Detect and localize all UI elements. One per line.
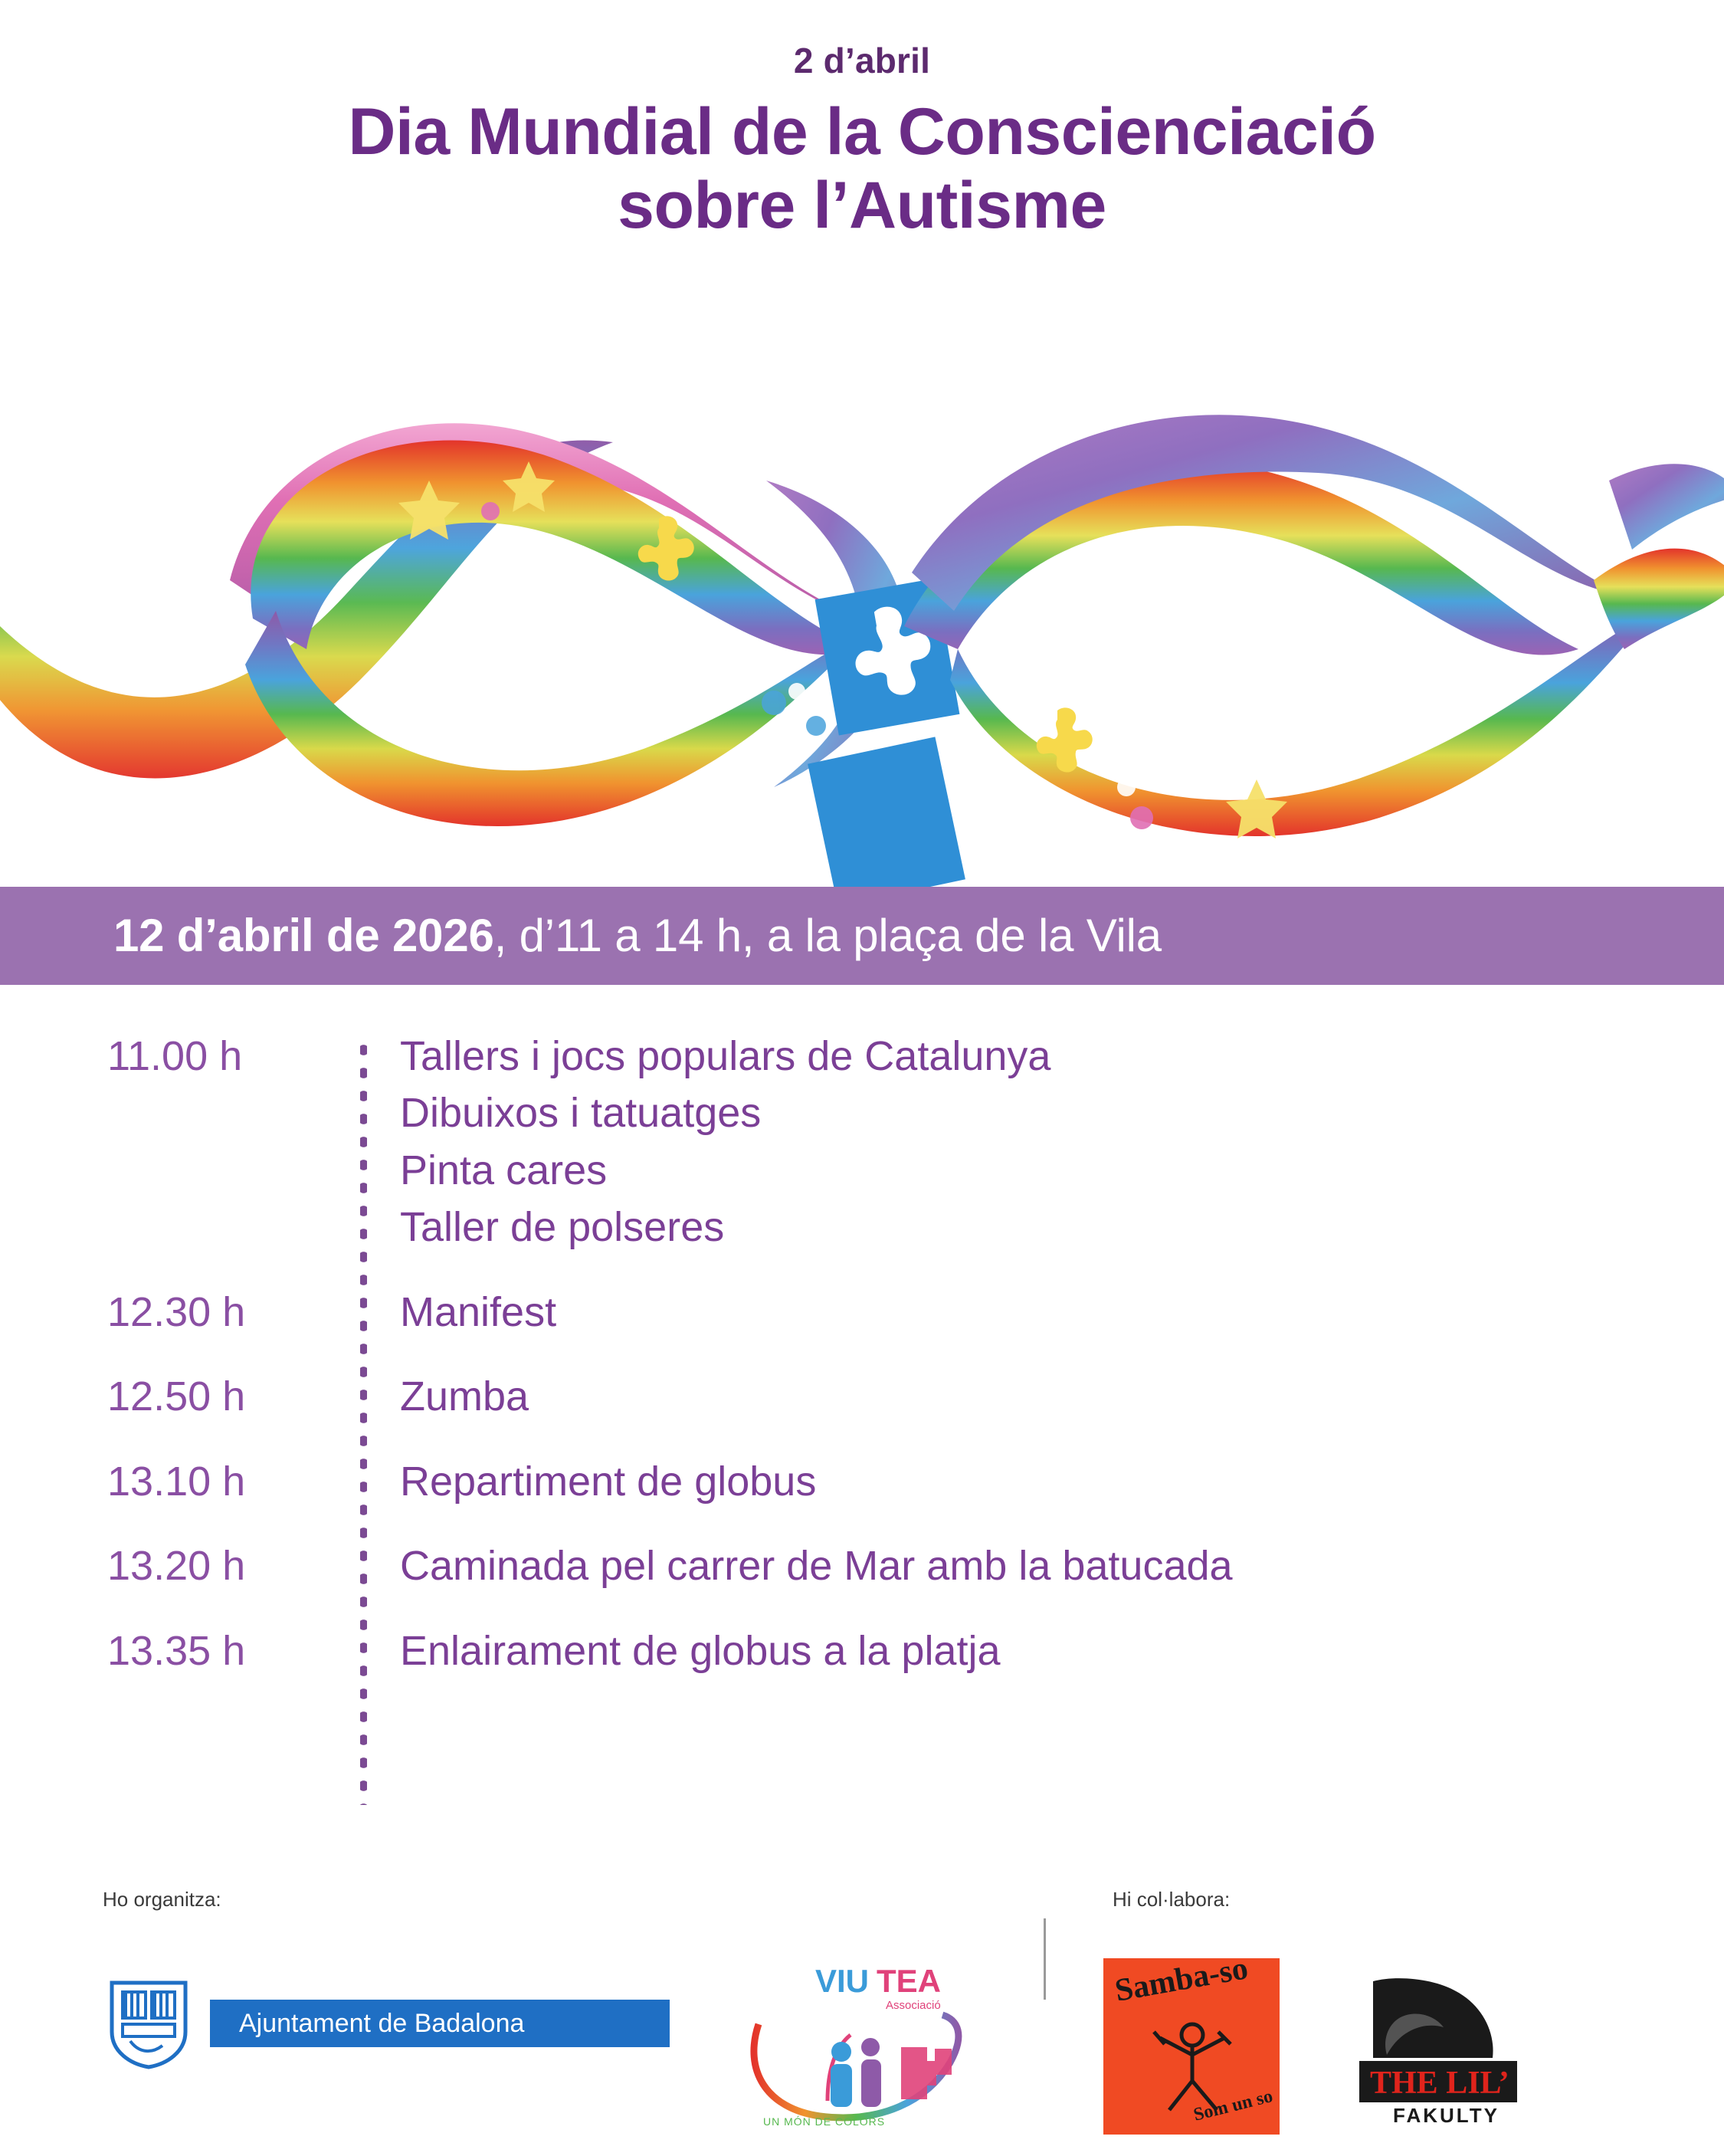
- page-title: [0, 95, 1724, 243]
- page-title-line-2: sobre l’Autisme: [618, 169, 1106, 243]
- schedule-activities: [400, 1284, 556, 1341]
- schedule-time: 13.10 h: [107, 1458, 246, 1505]
- schedule-activity: Zumba: [400, 1373, 529, 1420]
- schedule-activity: Manifest: [400, 1288, 557, 1335]
- svg-text:THE LIL’: THE LIL’: [1370, 2066, 1509, 2101]
- schedule-row: [107, 1368, 1724, 1426]
- svg-text:UN MÓN DE COLORS: UN MÓN DE COLORS: [763, 2115, 886, 2128]
- event-date-bold: 12 d’abril de 2026: [113, 910, 494, 962]
- schedule-list: [0, 1028, 1724, 1680]
- event-datetime-text: [113, 909, 1162, 962]
- schedule-row: [107, 1453, 1724, 1511]
- schedule-activities: [400, 1623, 1001, 1680]
- poster-header: [0, 0, 1724, 243]
- schedule-row: [107, 1284, 1724, 1341]
- footer-divider: [1044, 1918, 1046, 2000]
- svg-text:VIU: VIU: [815, 1963, 870, 1999]
- svg-text:Samba-so: Samba-so: [1112, 1958, 1251, 2009]
- event-date-small: 2 d’abril: [793, 41, 931, 80]
- dotted-divider: [360, 1039, 367, 1805]
- svg-text:Som un so: Som un so: [1191, 2086, 1275, 2125]
- schedule-row: [107, 1537, 1724, 1595]
- schedule-activity: Caminada pel carrer de Mar amb la batucada: [400, 1543, 1233, 1590]
- organizer-label: Ho organitza:: [103, 1888, 221, 1911]
- schedule-time: 13.20 h: [107, 1543, 246, 1590]
- schedule-activity: Pinta cares: [400, 1147, 608, 1193]
- page-title-line-1: Dia Mundial de la Conscienciació: [348, 95, 1376, 169]
- schedule-activity: Dibuixos i tatuatges: [400, 1090, 762, 1137]
- logo-ajuntament-badalona: [107, 1977, 670, 2070]
- poster-footer: [0, 1888, 1724, 2156]
- collaborator-label: Hi col·labora:: [1113, 1888, 1231, 1911]
- schedule-time: 12.50 h: [107, 1373, 246, 1420]
- schedule-activity: Tallers i jocs populars de Catalunya: [400, 1032, 1051, 1079]
- schedule-activities: [400, 1537, 1233, 1595]
- schedule-activities: [400, 1368, 529, 1426]
- event-datetime-band: [0, 887, 1724, 985]
- footer-logos: [0, 1923, 1724, 2153]
- event-time-place: , d’11 a 14 h, a la plaça de la Vila: [493, 910, 1162, 962]
- footer-labels: [0, 1888, 1724, 1923]
- schedule-activity: Enlairament de globus a la platja: [400, 1627, 1001, 1674]
- schedule-activity: Taller de polseres: [400, 1204, 725, 1251]
- organizer-name: Ajuntament de Badalona: [210, 2000, 670, 2047]
- schedule-activities: [400, 1028, 1050, 1256]
- infinity-rainbow-ribbon-icon: [0, 251, 1724, 887]
- badalona-crest-icon: [107, 1977, 190, 2070]
- schedule-row: [107, 1028, 1724, 1256]
- svg-text:TEA: TEA: [877, 1963, 941, 1999]
- schedule-activities: [400, 1453, 816, 1511]
- svg-text:FAKULTY: FAKULTY: [1393, 2104, 1499, 2127]
- logo-samba-so: [1103, 1958, 1280, 2135]
- schedule-time: 12.30 h: [107, 1288, 246, 1335]
- logo-the-lil-fakulty: [1342, 1966, 1534, 2135]
- svg-text:Associació: Associació: [886, 1999, 941, 2012]
- schedule-row: [107, 1623, 1724, 1680]
- logo-viutea: [736, 1955, 996, 2131]
- schedule-time: 13.35 h: [107, 1627, 246, 1674]
- schedule-activity: Repartiment de globus: [400, 1458, 817, 1505]
- schedule-time: 11.00 h: [107, 1032, 243, 1079]
